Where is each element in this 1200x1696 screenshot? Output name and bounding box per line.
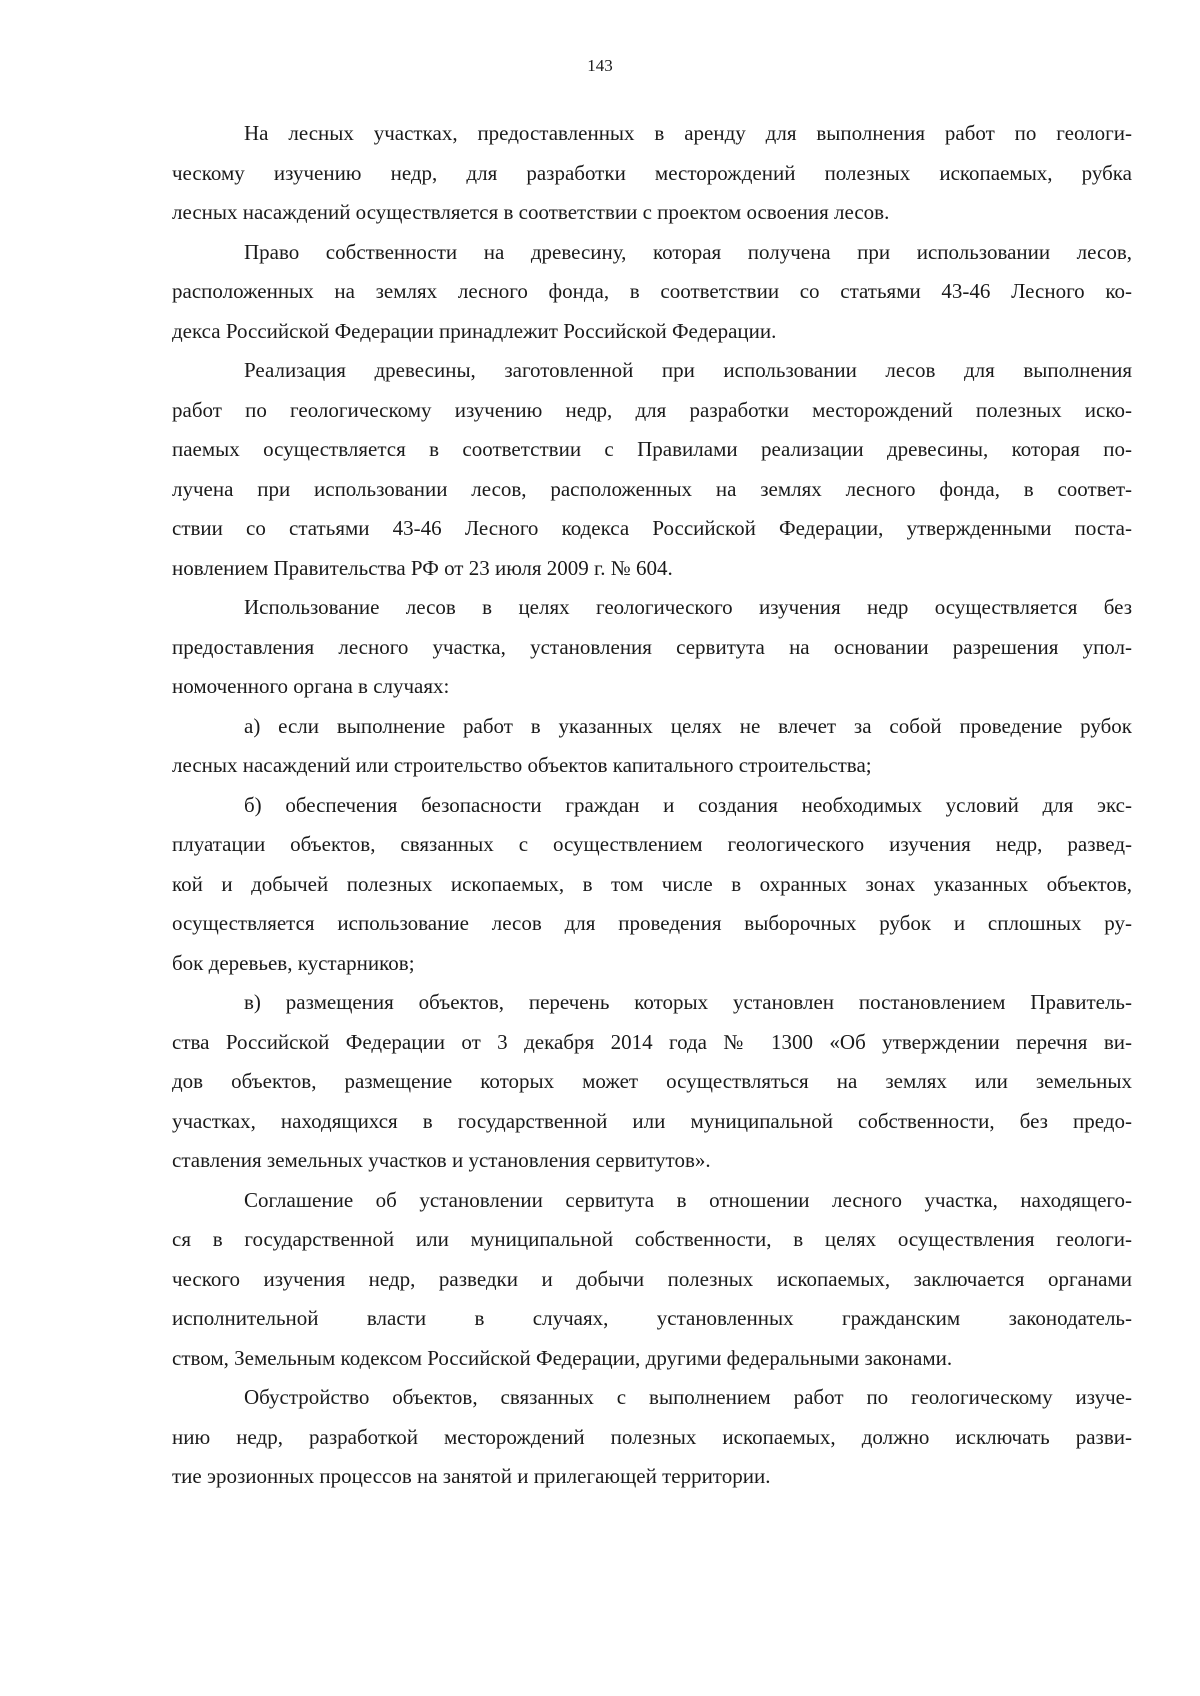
text-line: лесных насаждений или строительство объектов капитального строительства; [172,753,872,777]
text-line: расположенных на землях лесного фонда, в соответствии со статьями 43-46 Лесного ко- [172,279,1132,303]
paragraph [172,786,1132,984]
text-line: лесных насаждений осуществляется в соответствии с проектом освоения лесов. [172,200,890,224]
text-line: Реализация древесины, заготовленной при использовании лесов для выполнения [244,358,1132,382]
paragraph [172,233,1132,352]
text-line: плуатации объектов, связанных с осуществлением геологического изучения недр, развед- [172,832,1132,856]
text-line: ческого изучения недр, разведки и добычи полезных ископаемых, заключается органами [172,1266,1132,1291]
paragraph [172,1181,1132,1379]
text-line: ствии со статьями 43-46 Лесного кодекса Российской Федерации, утвержденными поста- [172,516,1132,540]
text-line: Использование лесов в целях геологического изучения недр осуществляется без [244,595,1132,619]
text-line: Право собственности на древесину, которая получена при использовании лесов, [244,239,1132,264]
text-line: Обустройство объектов, связанных с выполнением работ по геологическому изуче- [244,1385,1132,1409]
text-line: тие эрозионных процессов на занятой и прилегающей территории. [172,1464,771,1488]
paragraph [172,114,1132,233]
text-line: ством, Земельным кодексом Российской Федерации, другими федеральными законами. [172,1345,953,1370]
text-line: лучена при использовании лесов, расположенных на землях лесного фонда, в соответ- [172,476,1132,501]
text-line: новлением Правительства РФ от 23 июля 2009 г. № 604. [172,555,673,580]
paragraph [172,351,1132,588]
text-line: бок деревьев, кустарников; [172,950,415,975]
text-line: исполнительной власти в случаях, установленных гражданским законодатель- [172,1306,1132,1330]
text-line: а) если выполнение работ в указанных целях не влечет за собой проведение рубок [244,713,1132,738]
page-number: 143 [587,56,613,75]
text-line: в) размещения объектов, перечень которых установлен постановлением Правитель- [244,990,1132,1014]
text-line: дов объектов, размещение которых может осуществляться на землях или земельных [172,1069,1132,1093]
document-body [172,114,1132,1497]
text-line: Соглашение об установлении сервитута в отношении лесного участка, находящего- [244,1187,1132,1212]
text-line: ства Российской Федерации от 3 декабря 2014 года № 1300 «Об утверждении перечня ви- [172,1029,1132,1054]
text-line: б) обеспечения безопасности граждан и создания необходимых условий для экс- [244,792,1132,817]
paragraph [172,1378,1132,1497]
text-line: паемых осуществляется в соответствии с Правилами реализации древесины, которая по- [172,437,1132,461]
text-line: На лесных участках, предоставленных в аренду для выполнения работ по геологи- [244,121,1132,145]
text-line: осуществляется использование лесов для проведения выборочных рубок и сплошных ру- [172,911,1132,935]
text-line: работ по геологическому изучению недр, для разработки месторождений полезных иско- [172,397,1132,422]
text-line: предоставления лесного участка, установления сервитута на основании разрешения упол- [172,634,1132,659]
text-line: кой и добычей полезных ископаемых, в том числе в охранных зонах указанных объектов, [172,871,1132,896]
text-line: ставления земельных участков и установления сервитутов». [172,1148,711,1172]
text-line: номоченного органа в случаях: [172,674,450,698]
paragraph [172,588,1132,707]
paragraph [172,983,1132,1181]
text-line: декса Российской Федерации принадлежит Российской Федерации. [172,318,777,343]
text-line: ся в государственной или муниципальной собственности, в целях осуществления геологи- [172,1227,1132,1251]
text-line: ческому изучению недр, для разработки месторождений полезных ископаемых, рубка [172,160,1132,185]
text-line: участках, находящихся в государственной или муниципальной собственности, без предо- [172,1108,1132,1133]
paragraph [172,707,1132,786]
text-line: нию недр, разработкой месторождений полезных ископаемых, должно исключать разви- [172,1424,1132,1449]
